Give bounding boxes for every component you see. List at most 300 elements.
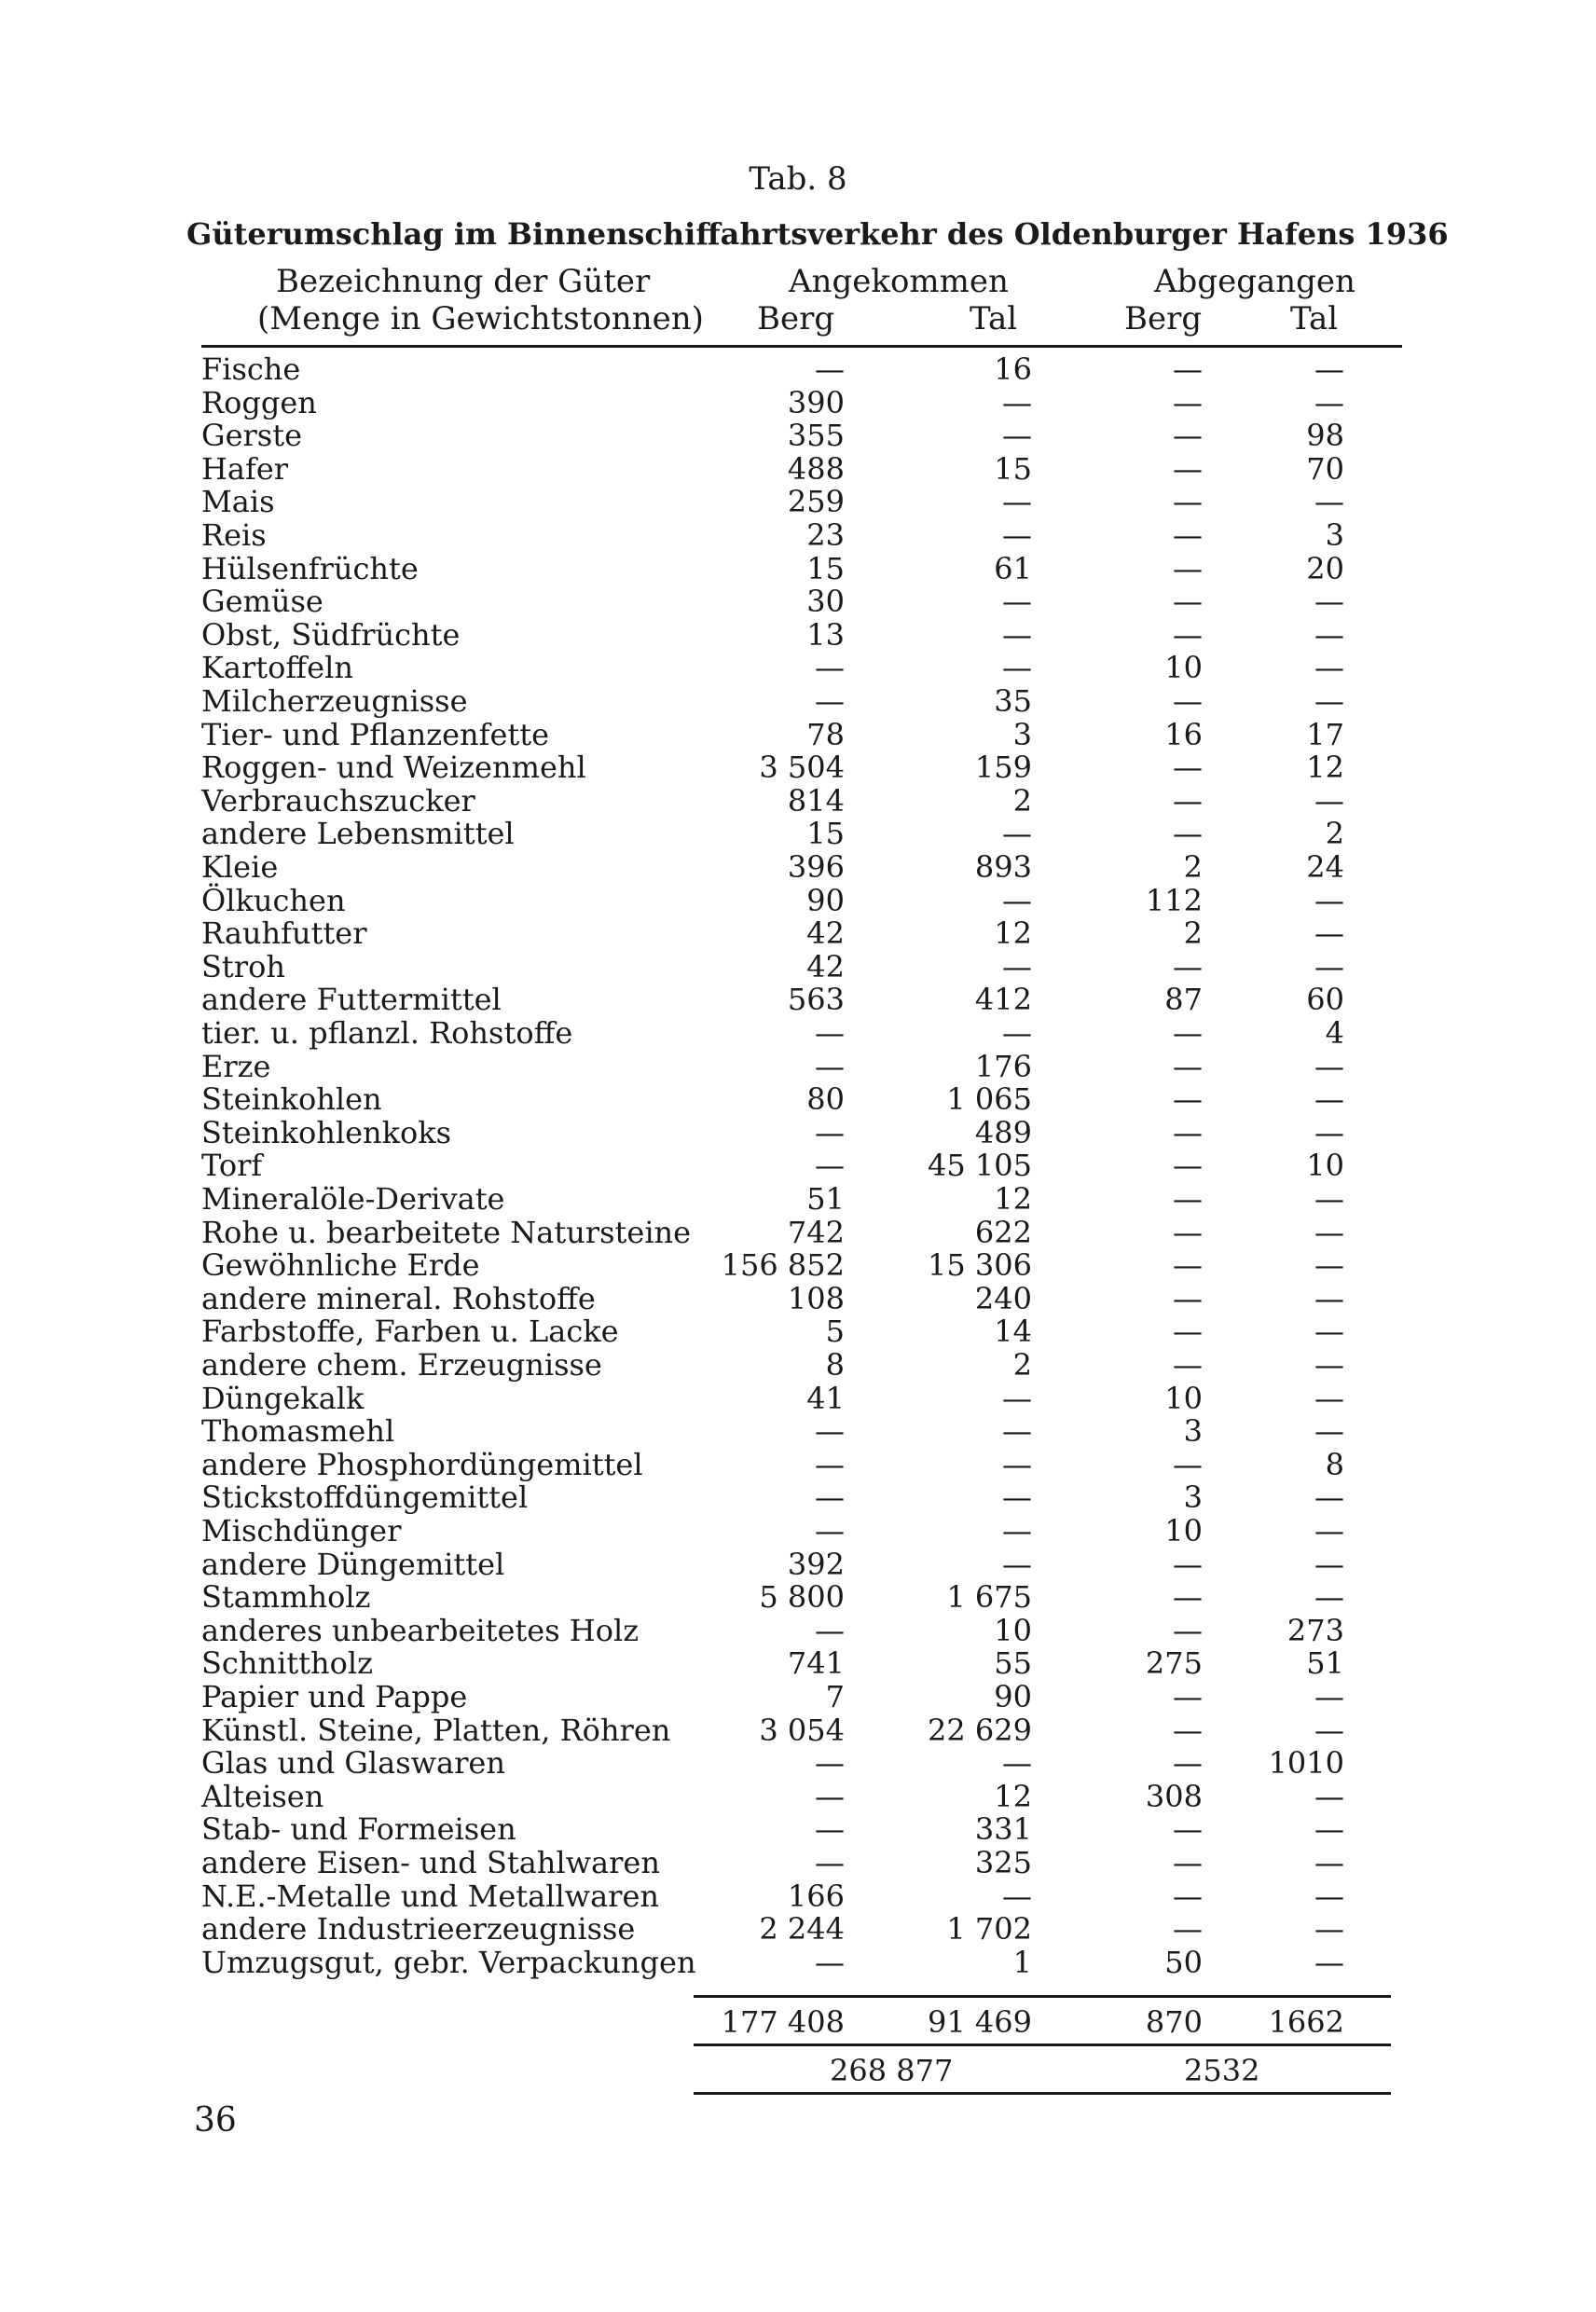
table-row [0, 1745, 1596, 1782]
goods-name: tier. u. pflanzl. Rohstoffe [201, 1015, 573, 1051]
departed-tal-value: — [1314, 1811, 1344, 1848]
arrived-berg-value: 392 [787, 1546, 845, 1582]
departed-tal-value: 8 [1325, 1446, 1344, 1482]
departed-berg-value: — [1173, 1612, 1203, 1648]
goods-name: anderes unbearbeitetes Holz [201, 1612, 640, 1648]
goods-name: Farbstoffe, Farben u. Lacke [201, 1314, 619, 1350]
table-number: Tab. 8 [749, 160, 847, 198]
arrived-header: Angekommen [789, 263, 1009, 300]
table-row [0, 351, 1596, 388]
departed-tal-value: — [1314, 384, 1344, 420]
goods-name: Milcherzeugnisse [201, 683, 468, 719]
goods-name: Mischdünger [201, 1513, 402, 1548]
arrived-berg-value: 742 [787, 1214, 845, 1250]
arrived-tal-value: 45 105 [928, 1148, 1032, 1184]
arrived-berg-value: — [815, 1845, 845, 1880]
table-row [0, 1181, 1596, 1218]
table-row [0, 1712, 1596, 1749]
table-row [0, 816, 1596, 852]
table-row [0, 1513, 1596, 1549]
departed-tal-value: 10 [1306, 1148, 1344, 1184]
arrived-tal-value: 61 [994, 550, 1032, 586]
grand-total-arrived: 268 877 [830, 2053, 954, 2088]
goods-name: Gewöhnliche Erde [201, 1247, 480, 1284]
goods-name: Rohe u. bearbeitete Natursteine [201, 1214, 692, 1250]
goods-name: andere mineral. Rohstoffe [201, 1280, 596, 1316]
arrived-tal-value: — [1002, 584, 1032, 620]
arrived-berg-value: — [815, 1413, 845, 1450]
departed-tal-value: — [1314, 1944, 1344, 1980]
departed-berg-value: 275 [1145, 1645, 1203, 1682]
departed-berg-value: — [1173, 1214, 1203, 1250]
arrived-tal-value: — [1002, 948, 1032, 984]
arrived-tal-value: 90 [994, 1679, 1032, 1714]
totals-rule [694, 1995, 1391, 1998]
table-row [0, 1579, 1596, 1616]
arrived-tal-value: 15 [994, 450, 1032, 487]
arrived-berg-value: — [815, 1612, 845, 1648]
arrived-tal-value: — [1002, 1878, 1032, 1914]
goods-name: Hafer [201, 450, 289, 487]
departed-tal-value: — [1314, 1314, 1344, 1350]
arrived-tal-value: — [1002, 1745, 1032, 1782]
arrived-tal-value: 893 [974, 849, 1032, 885]
table-row [0, 1048, 1596, 1085]
arrived-tal-value: 159 [974, 750, 1032, 786]
arrived-tal-header: Tal [970, 300, 1018, 337]
goods-name: Kleie [201, 849, 279, 885]
departed-tal-value: 4 [1325, 1015, 1344, 1051]
departed-berg-value: — [1173, 450, 1203, 487]
departed-tal-value: — [1314, 1911, 1344, 1947]
arrived-tal-value: — [1002, 418, 1032, 454]
goods-name: Torf [201, 1148, 263, 1184]
arrived-berg-value: 5 [825, 1314, 845, 1350]
departed-berg-value: — [1173, 1015, 1203, 1051]
departed-tal-value: — [1314, 1214, 1344, 1250]
arrived-tal-value: 12 [994, 1778, 1032, 1814]
arrived-berg-value: 80 [806, 1081, 845, 1118]
table-row [0, 1645, 1596, 1682]
arrived-tal-value: — [1002, 650, 1032, 686]
page-number: 36 [194, 2101, 237, 2140]
departed-tal-value: — [1314, 616, 1344, 653]
goods-name: Tier- und Pflanzenfette [201, 716, 550, 752]
bottom-rule [694, 2092, 1391, 2095]
total-arrived-berg: 177 408 [721, 2004, 845, 2040]
departed-tal-value: — [1314, 683, 1344, 719]
arrived-berg-value: — [815, 351, 845, 387]
table-row [0, 1778, 1596, 1815]
arrived-berg-value: — [815, 1811, 845, 1848]
table-title: Güterumschlag im Binnenschiffahrtsverkehr des Oldenburger Hafens 1936 [186, 216, 1449, 252]
departed-tal-value: — [1314, 1878, 1344, 1914]
departed-tal-value: — [1314, 882, 1344, 918]
arrived-berg-value: — [815, 1513, 845, 1548]
departed-tal-value: 70 [1306, 450, 1344, 487]
goods-name: Glas und Glaswaren [201, 1745, 505, 1782]
arrived-tal-value: 2 [1012, 782, 1032, 819]
goods-name: Verbrauchszucker [201, 782, 475, 819]
departed-berg-value: — [1173, 948, 1203, 984]
goods-name: andere Düngemittel [201, 1546, 505, 1582]
departed-tal-value: — [1314, 1280, 1344, 1316]
table-row [0, 1280, 1596, 1317]
arrived-berg-value: 396 [787, 849, 845, 885]
arrived-berg-value: 3 504 [759, 750, 845, 786]
goods-name: Obst, Südfrüchte [201, 616, 461, 653]
goods-name: Fische [201, 351, 301, 387]
departed-berg-value: — [1173, 351, 1203, 387]
table-row [0, 517, 1596, 554]
arrived-berg-value: — [815, 1114, 845, 1150]
arrived-berg-value: 90 [806, 882, 845, 918]
table-row [0, 683, 1596, 720]
departed-berg-value: 10 [1164, 1380, 1203, 1416]
arrived-berg-value: 259 [787, 484, 845, 520]
departed-tal-value: — [1314, 1546, 1344, 1582]
departed-tal-value: — [1314, 1114, 1344, 1150]
goods-name: Erze [201, 1048, 271, 1084]
arrived-tal-value: — [1002, 882, 1032, 918]
arrived-tal-value: — [1002, 1479, 1032, 1516]
arrived-berg-value: 23 [806, 517, 845, 553]
arrived-berg-value: 30 [806, 584, 845, 620]
departed-berg-value: — [1173, 1280, 1203, 1316]
table-row [0, 420, 1596, 454]
table-row [0, 849, 1596, 886]
arrived-berg-value: 814 [787, 782, 845, 819]
departed-berg-value: — [1173, 1148, 1203, 1184]
departed-tal-value: 1010 [1268, 1745, 1344, 1782]
table-row [0, 1214, 1596, 1251]
arrived-berg-value: — [815, 1048, 845, 1084]
arrived-tal-value: — [1002, 1546, 1032, 1582]
arrived-berg-value: — [815, 1944, 845, 1980]
departed-tal-value: — [1314, 1380, 1344, 1416]
arrived-tal-value: — [1002, 517, 1032, 553]
table-row [0, 1546, 1596, 1583]
table-row [0, 1944, 1596, 1981]
arrived-tal-value: 1 702 [946, 1911, 1032, 1947]
arrived-berg-value: — [815, 1148, 845, 1184]
departed-tal-value: — [1314, 1181, 1344, 1217]
unit-column-header: (Menge in Gewichtstonnen) [257, 300, 704, 337]
departed-berg-value: — [1173, 1114, 1203, 1150]
departed-tal-value: 20 [1306, 550, 1344, 586]
arrived-tal-value: 10 [994, 1612, 1032, 1648]
departed-tal-value: 98 [1306, 418, 1344, 454]
departed-tal-header: Tal [1290, 300, 1339, 337]
departed-berg-value: 3 [1183, 1479, 1203, 1516]
arrived-berg-value: — [815, 650, 845, 686]
departed-berg-value: — [1173, 1546, 1203, 1582]
arrived-tal-value: 325 [974, 1845, 1032, 1880]
departed-berg-value: — [1173, 484, 1203, 520]
arrived-berg-value: 2 244 [759, 1911, 845, 1947]
table-row [0, 1081, 1596, 1118]
arrived-berg-value: — [815, 683, 845, 719]
table-row [0, 915, 1596, 952]
arrived-tal-value: 1 675 [946, 1579, 1032, 1616]
table-row [0, 1612, 1596, 1649]
goods-name: Rauhfutter [201, 915, 367, 952]
arrived-tal-value: 622 [974, 1214, 1032, 1250]
arrived-berg-value: 563 [787, 982, 845, 1018]
arrived-berg-value: 390 [787, 384, 845, 420]
departed-berg-value: — [1173, 1247, 1203, 1284]
goods-name: Mais [201, 484, 275, 520]
goods-name: Ölkuchen [201, 882, 346, 918]
arrived-tal-value: 412 [974, 982, 1032, 1018]
goods-name: Mineralöle-Derivate [201, 1181, 505, 1217]
departed-tal-value: — [1314, 1479, 1344, 1516]
header-rule [201, 345, 1402, 348]
arrived-berg-value: 7 [825, 1679, 845, 1714]
departed-tal-value: — [1314, 1347, 1344, 1383]
goods-name: andere Eisen- und Stahlwaren [201, 1845, 660, 1880]
departed-berg-value: 50 [1164, 1944, 1203, 1980]
departed-tal-value: — [1314, 1778, 1344, 1814]
departed-berg-value: 87 [1164, 982, 1203, 1018]
arrived-tal-value: 240 [974, 1280, 1032, 1316]
departed-berg-value: 2 [1183, 915, 1203, 952]
departed-tal-value: — [1314, 1845, 1344, 1880]
arrived-berg-value: 108 [787, 1280, 845, 1316]
goods-name: Steinkohlenkoks [201, 1114, 452, 1150]
departed-tal-value: — [1314, 915, 1344, 952]
departed-tal-value: — [1314, 1081, 1344, 1118]
arrived-berg-value: 8 [825, 1347, 845, 1383]
goods-name: andere Industrieerzeugnisse [201, 1911, 636, 1947]
goods-name: Schnittholz [201, 1645, 373, 1682]
departed-berg-value: 10 [1164, 1513, 1203, 1548]
departed-tal-value: — [1314, 782, 1344, 819]
arrived-berg-value: — [815, 1778, 845, 1814]
arrived-berg-value: 355 [787, 418, 845, 454]
departed-berg-value: — [1173, 1745, 1203, 1782]
goods-name: andere chem. Erzeugnisse [201, 1347, 602, 1383]
departed-tal-value: — [1314, 584, 1344, 620]
arrived-berg-value: — [815, 1479, 845, 1516]
arrived-berg-value: — [815, 1015, 845, 1051]
departed-tal-value: 24 [1306, 849, 1344, 885]
arrived-tal-value: — [1002, 1413, 1032, 1450]
total-departed-tal: 1662 [1268, 2004, 1344, 2040]
departed-berg-value: — [1173, 683, 1203, 719]
departed-berg-value: 16 [1164, 716, 1203, 752]
table-row [0, 1150, 1596, 1184]
goods-name: Gerste [201, 418, 303, 454]
table-row [0, 1911, 1596, 1947]
arrived-tal-value: — [1002, 616, 1032, 653]
arrived-berg-value: 488 [787, 450, 845, 487]
table-row [0, 752, 1596, 786]
goods-name: Roggen [201, 384, 317, 420]
departed-tal-value: 51 [1306, 1645, 1344, 1682]
arrived-tal-value: — [1002, 484, 1032, 520]
table-row [0, 1811, 1596, 1848]
departed-berg-value: 3 [1183, 1413, 1203, 1450]
arrived-tal-value: — [1002, 816, 1032, 852]
arrived-tal-value: 55 [994, 1645, 1032, 1682]
arrived-berg-value: 42 [806, 948, 845, 984]
departed-berg-value: — [1173, 782, 1203, 819]
table-row [0, 1347, 1596, 1383]
goods-name: Steinkohlen [201, 1081, 382, 1118]
arrived-tal-value: 35 [994, 683, 1032, 719]
arrived-berg-value: 42 [806, 915, 845, 952]
departed-berg-value: — [1173, 750, 1203, 786]
departed-berg-value: — [1173, 1679, 1203, 1714]
departed-tal-value: — [1314, 1712, 1344, 1748]
arrived-tal-value: — [1002, 384, 1032, 420]
grand-total-departed: 2532 [1184, 2053, 1260, 2088]
departed-tal-value: 2 [1325, 816, 1344, 852]
departed-tal-value: — [1314, 1579, 1344, 1616]
departed-tal-value: — [1314, 1048, 1344, 1084]
arrived-berg-value: — [815, 1745, 845, 1782]
departed-tal-value: 273 [1286, 1612, 1344, 1648]
table-row [0, 782, 1596, 819]
departed-berg-value: — [1173, 418, 1203, 454]
departed-tal-value: — [1314, 1247, 1344, 1284]
departed-berg-value: 112 [1145, 882, 1203, 918]
departed-berg-value: — [1173, 1048, 1203, 1084]
table-row [0, 948, 1596, 985]
goods-name: Alteisen [201, 1778, 324, 1814]
goods-name: Stickstoffdüngemittel [201, 1479, 529, 1516]
departed-berg-value: — [1173, 1446, 1203, 1482]
arrived-tal-value: 489 [974, 1114, 1032, 1150]
goods-name: N.E.-Metalle und Metallwaren [201, 1878, 659, 1914]
arrived-tal-value: — [1002, 1380, 1032, 1416]
departed-berg-value: 10 [1164, 650, 1203, 686]
arrived-tal-value: 3 [1012, 716, 1032, 752]
departed-berg-value: — [1173, 1081, 1203, 1118]
table-row [0, 1247, 1596, 1284]
table-row [0, 1413, 1596, 1450]
goods-name: Papier und Pappe [201, 1679, 468, 1714]
goods-name: Hülsenfrüchte [201, 550, 419, 586]
arrived-tal-value: — [1002, 1015, 1032, 1051]
departed-berg-value: — [1173, 1712, 1203, 1748]
departed-berg-value: — [1173, 1911, 1203, 1947]
table-row [0, 1114, 1596, 1151]
departed-tal-value: — [1314, 948, 1344, 984]
table-row [0, 716, 1596, 753]
departed-tal-value: — [1314, 650, 1344, 686]
goods-name: andere Phosphordüngemittel [201, 1446, 643, 1482]
table-row [0, 1679, 1596, 1715]
arrived-berg-value: 156 852 [721, 1247, 845, 1284]
departed-tal-value: 17 [1306, 716, 1344, 752]
goods-name: Künstl. Steine, Platten, Röhren [201, 1712, 671, 1748]
departed-tal-value: 12 [1306, 750, 1344, 786]
goods-name: Kartoffeln [201, 650, 353, 686]
departed-berg-value: — [1173, 1811, 1203, 1848]
table-row [0, 1316, 1596, 1350]
goods-name: andere Futtermittel [201, 982, 502, 1018]
goods-name: Stroh [201, 948, 285, 984]
departed-berg-header: Berg [1124, 300, 1203, 337]
arrived-berg-value: 5 800 [759, 1579, 845, 1616]
arrived-berg-header: Berg [757, 300, 835, 337]
total-departed-berg: 870 [1145, 2004, 1203, 2040]
departed-berg-value: — [1173, 584, 1203, 620]
arrived-tal-value: 176 [974, 1048, 1032, 1084]
table-row [0, 650, 1596, 686]
arrived-tal-value: 16 [994, 351, 1032, 387]
arrived-tal-value: — [1002, 1446, 1032, 1482]
table-row [0, 384, 1596, 421]
table-row [0, 1479, 1596, 1516]
departed-tal-value: 60 [1306, 982, 1344, 1018]
departed-berg-value: — [1173, 816, 1203, 852]
table-row [0, 1845, 1596, 1881]
arrived-tal-value: 1 065 [946, 1081, 1032, 1118]
arrived-berg-value: 15 [806, 816, 845, 852]
goods-name: Düngekalk [201, 1380, 365, 1416]
departed-berg-value: — [1173, 1347, 1203, 1383]
table-row [0, 616, 1596, 654]
departed-tal-value: — [1314, 484, 1344, 520]
table-row [0, 484, 1596, 520]
departed-tal-value: — [1314, 1679, 1344, 1714]
arrived-tal-value: 2 [1012, 1347, 1032, 1383]
departed-tal-value: — [1314, 351, 1344, 387]
arrived-tal-value: 22 629 [928, 1712, 1032, 1748]
table-row [0, 882, 1596, 919]
table-row [0, 984, 1596, 1018]
table-row [0, 450, 1596, 488]
total-arrived-tal: 91 469 [928, 2004, 1032, 2040]
departed-berg-value: — [1173, 1579, 1203, 1616]
departed-berg-value: — [1173, 1845, 1203, 1880]
table-row [0, 550, 1596, 587]
arrived-berg-value: 741 [787, 1645, 845, 1682]
arrived-tal-value: 15 306 [928, 1247, 1032, 1284]
arrived-tal-value: — [1002, 1513, 1032, 1548]
goods-name: andere Lebensmittel [201, 816, 515, 852]
arrived-berg-value: — [815, 1446, 845, 1482]
departed-tal-value: — [1314, 1513, 1344, 1548]
arrived-berg-value: 51 [806, 1181, 845, 1217]
departed-berg-value: — [1173, 1314, 1203, 1350]
goods-name: Stab- und Formeisen [201, 1811, 516, 1848]
arrived-berg-value: 3 054 [759, 1712, 845, 1748]
departed-header: Abgegangen [1154, 263, 1355, 300]
departed-berg-value: 308 [1145, 1778, 1203, 1814]
goods-column-header: Bezeichnung der Güter [276, 263, 651, 300]
arrived-tal-value: 12 [994, 915, 1032, 952]
departed-berg-value: — [1173, 517, 1203, 553]
departed-berg-value: — [1173, 616, 1203, 653]
departed-berg-value: — [1173, 384, 1203, 420]
arrived-berg-value: 13 [806, 616, 845, 653]
arrived-berg-value: 166 [787, 1878, 845, 1914]
goods-name: Reis [201, 517, 267, 553]
goods-name: Stammholz [201, 1579, 371, 1616]
arrived-tal-value: 12 [994, 1181, 1032, 1217]
table-row [0, 1446, 1596, 1483]
departed-tal-value: 3 [1325, 517, 1344, 553]
goods-name: Umzugsgut, gebr. Verpackungen [201, 1944, 696, 1980]
departed-berg-value: 2 [1183, 849, 1203, 885]
goods-name: Roggen- und Weizenmehl [201, 750, 586, 786]
grand-totals-rule [694, 2044, 1391, 2046]
arrived-tal-value: 331 [974, 1811, 1032, 1848]
